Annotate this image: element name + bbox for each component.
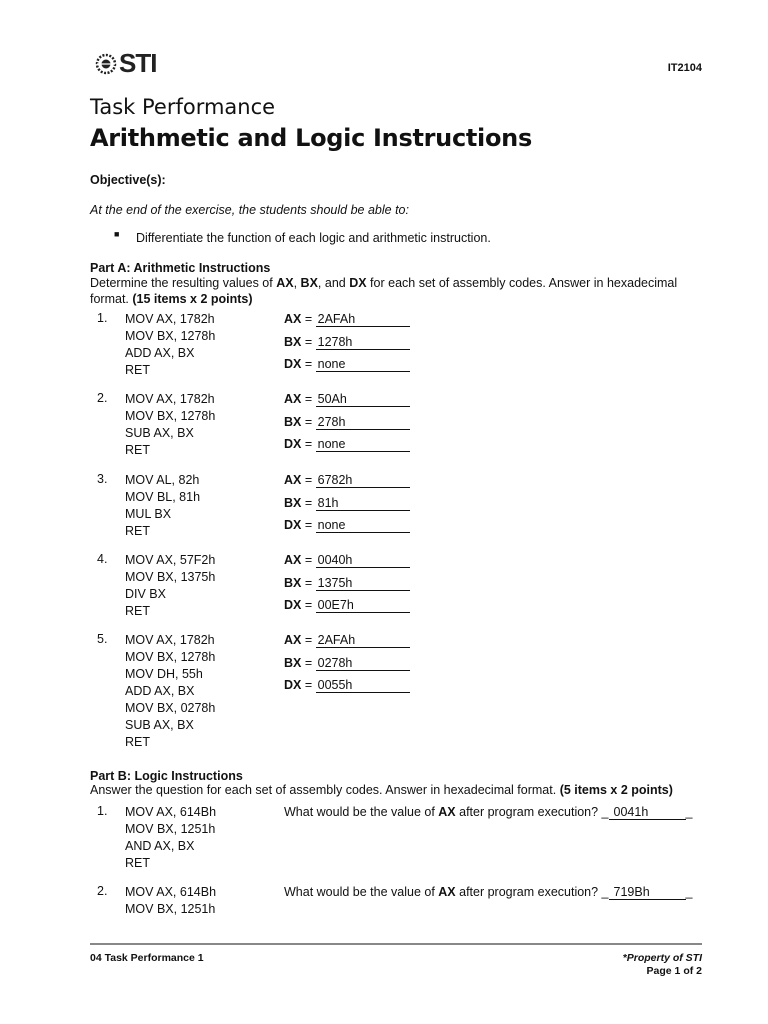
question: What would be the value of AX after program execution? _ 719Bh _ [284,885,693,899]
code-line: RET [125,604,150,618]
code-block [125,311,215,379]
answer-ax-value: 6782h [316,473,410,488]
code-line: AND AX, BX [125,839,195,853]
answer-bx-value: 81h [316,496,410,511]
bullet-icon: ■ [114,229,120,239]
item-number: 3. [97,472,108,486]
answer-dx-value: none [316,357,410,372]
code-line: MOV AX, 1782h [125,392,215,406]
code-line: RET [125,735,150,749]
answer-block [284,549,410,617]
code-line: RET [125,363,150,377]
code-line: MOV BX, 1251h [125,822,216,836]
code-line: RET [125,443,150,457]
answer-bx-value: 1278h [316,335,410,350]
part-b-instructions: Answer the question for each set of assembly codes. Answer in hexadecimal format. (5 items x 2 points) [90,783,673,797]
answer-block [284,388,410,456]
code-block [125,472,200,540]
answer-ax: AX = 50Ah [284,388,410,411]
code-line: MOV BX, 0278h [125,701,216,715]
code-line: MOV BX, 1278h [125,329,216,343]
code-line: MOV BX, 1375h [125,570,216,584]
answer-bx: BX = 0278h [284,652,410,675]
code-line: DIV BX [125,587,166,601]
item-number: 1. [97,311,108,325]
question: What would be the value of AX after program execution? _ 0041h _ [284,805,693,819]
question-answer: 0041h [609,805,686,820]
answer-ax: AX = 2AFAh [284,308,410,331]
answer-block [284,629,410,697]
code-line: ADD AX, BX [125,684,195,698]
code-line: SUB AX, BX [125,426,194,440]
answer-dx: DX = none [284,353,410,376]
answer-dx: DX = 0055h [284,674,410,697]
answer-bx-value: 1375h [316,576,410,591]
question-answer: 719Bh [609,885,686,900]
answer-block [284,308,410,376]
answer-dx-value: 0055h [316,678,410,693]
code-block [125,884,216,918]
page-title: Arithmetic and Logic Instructions [90,124,532,152]
answer-bx: BX = 1278h [284,331,410,354]
part-a-heading: Part A: Arithmetic Instructions [90,261,271,275]
answer-dx-value: none [316,437,410,452]
part-b-heading: Part B: Logic Instructions [90,769,243,783]
code-line: MOV BX, 1251h [125,902,216,916]
part-a-instructions: Determine the resulting values of AX, BX, and DX for each set of assembly codes. Answer in hexadecimal [90,276,678,290]
code-line: MOV AX, 1782h [125,633,215,647]
answer-block [284,469,410,537]
answer-ax: AX = 6782h [284,469,410,492]
code-line: MOV AX, 1782h [125,312,215,326]
answer-dx: DX = none [284,514,410,537]
answer-ax-value: 0040h [316,553,410,568]
sti-logo [95,48,156,79]
item-number: 5. [97,632,108,646]
code-line: ADD AX, BX [125,346,195,360]
code-line: MOV BX, 1278h [125,409,216,423]
code-line: SUB AX, BX [125,718,194,732]
answer-dx: DX = 00E7h [284,594,410,617]
answer-bx: BX = 278h [284,411,410,434]
intro-text: At the end of the exercise, the students should be able to: [90,203,409,217]
property-notice: *Property of STI [622,952,702,964]
brand-name: STI [119,48,157,78]
page-number: Page 1 of 2 [646,965,702,977]
code-line: MOV AX, 57F2h [125,553,216,567]
item-number: 1. [97,804,108,818]
answer-dx-value: none [316,518,410,533]
code-line: MOV DH, 55h [125,667,203,681]
code-line: MOV AX, 614Bh [125,885,217,899]
answer-dx: DX = none [284,433,410,456]
code-line: RET [125,856,150,870]
answer-ax-value: 2AFAh [316,633,410,648]
code-line: MOV BX, 1278h [125,650,216,664]
item-number: 2. [97,391,108,405]
answer-ax: AX = 2AFAh [284,629,410,652]
footer-doc-label: 04 Task Performance 1 [90,952,204,964]
item-number: 2. [97,884,108,898]
page-subtitle: Task Performance [90,95,276,119]
course-code: IT2104 [667,62,702,74]
code-line: RET [125,524,150,538]
objectives-label: Objective(s): [90,173,166,187]
item-number: 4. [97,552,108,566]
code-line: MOV AX, 614Bh [125,805,217,819]
answer-ax: AX = 0040h [284,549,410,572]
answer-dx-value: 00E7h [316,598,410,613]
code-block [125,804,216,872]
part-a-instructions-cont: format. (15 items x 2 points) [90,292,253,306]
globe-icon [95,53,117,75]
code-block [125,552,215,620]
answer-ax-value: 50Ah [316,392,410,407]
answer-bx: BX = 1375h [284,572,410,595]
code-line: MUL BX [125,507,172,521]
answer-ax-value: 2AFAh [316,312,410,327]
code-line: MOV BL, 81h [125,490,201,504]
objective-item: Differentiate the function of each logic and arithmetic instruction. [136,231,491,245]
footer-divider [90,943,702,945]
answer-bx-value: 0278h [316,656,410,671]
answer-bx-value: 278h [316,415,410,430]
code-line: MOV AL, 82h [125,473,200,487]
answer-bx: BX = 81h [284,492,410,515]
code-block [125,632,215,751]
code-block [125,391,215,459]
footer-right [623,952,702,978]
